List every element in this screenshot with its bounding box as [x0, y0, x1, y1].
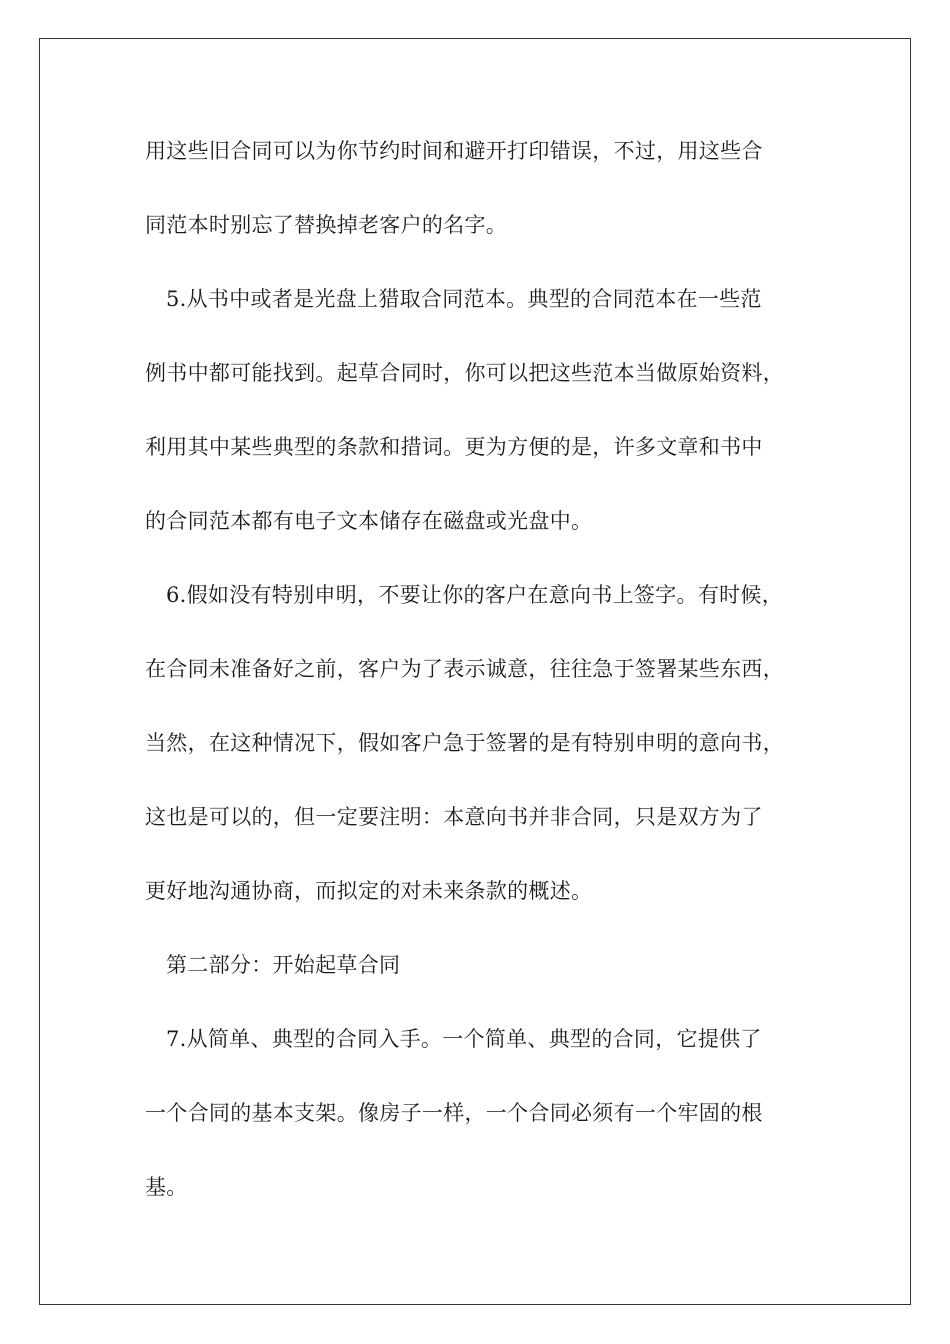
text-line: 例书中都可能找到。起草合同时，你可以把这些范本当做原始资料， [145, 361, 784, 385]
text-line: 更好地沟通协商，而拟定的对未来条款的概述。 [145, 879, 593, 903]
text-line: 同范本时别忘了替换掉老客户的名字。 [145, 213, 508, 237]
text-line: 当然，在这种情况下，假如客户急于签署的是有特别申明的意向书， [145, 731, 784, 755]
paragraph-item-7: 7.从简单、典型的合同入手。一个简单、典型的合同，它提供了 [166, 1027, 762, 1051]
text-line: 这也是可以的，但一定要注明：本意向书并非合同，只是双方为了 [145, 805, 763, 829]
text-line: 一个合同的基本支架。像房子一样，一个合同必须有一个牢固的根 [145, 1101, 763, 1125]
text-line: 在合同未准备好之前，客户为了表示诚意，往往急于签署某些东西， [145, 657, 784, 681]
text-line: 的合同范本都有电子文本储存在磁盘或光盘中。 [145, 509, 593, 533]
text-line: 利用其中某些典型的条款和措词。更为方便的是，许多文章和书中 [145, 435, 763, 459]
text-line: 基。 [145, 1175, 188, 1199]
paragraph-item-6: 6.假如没有特别申明，不要让你的客户在意向书上签字。有时候， [166, 583, 784, 607]
section-heading: 第二部分：开始起草合同 [166, 953, 401, 977]
text-line: 用这些旧合同可以为你节约时间和避开打印错误，不过，用这些合 [145, 139, 763, 163]
paragraph-item-5: 5.从书中或者是光盘上猎取合同范本。典型的合同范本在一些范 [166, 287, 762, 311]
